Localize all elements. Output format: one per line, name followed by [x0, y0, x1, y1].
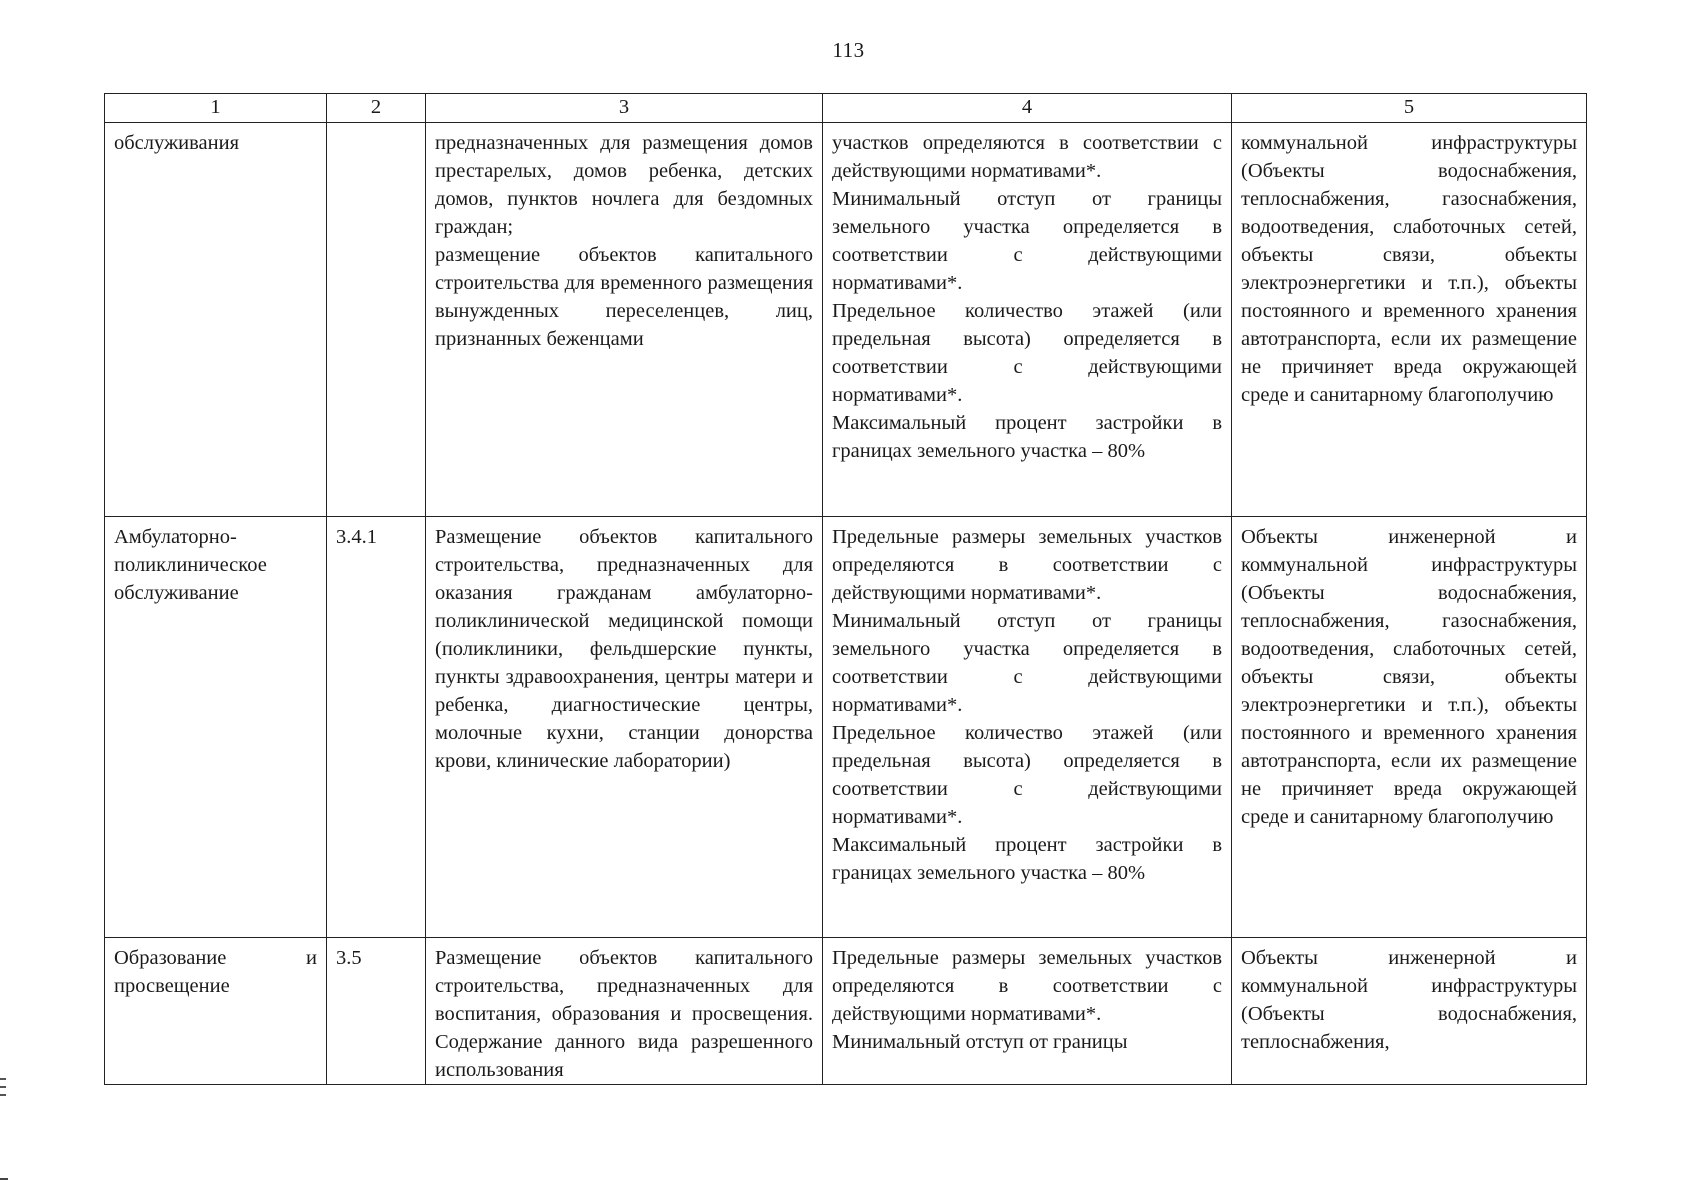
- auxiliary-uses: Объекты инженерной и коммунальной инфраструктуры (Объекты водоснабжения, теплоснабжения, газоснабжения, водоотведения, слаботочных сетей, объекты связи, объекты электроэнергетики и т.п.), объекты постоянного и временного хранения автотранспорта, если их размещение не причиняет вреда окружающей среде и санитарному благополучию: [1232, 517, 1587, 938]
- table-row: [105, 938, 1587, 1085]
- header-col-5: 5: [1232, 94, 1587, 123]
- use-type-description: Размещение объектов капитального строительства, предназначенных для оказания гражданам амбулаторно-поликлинической медицинской помощи (поликлиники, фельдшерские пункты, пункты здравоохранения, центры матери и ребенка, диагностические центры, молочные кухни, станции донорства крови, клинические лаборатории): [426, 517, 823, 938]
- header-col-4: 4: [823, 94, 1232, 123]
- use-type-code: 3.4.1: [327, 517, 426, 938]
- header-col-2: 2: [327, 94, 426, 123]
- header-col-3: 3: [426, 94, 823, 123]
- table-row: [105, 123, 1587, 517]
- use-type-name: обслуживания: [105, 123, 327, 517]
- header-col-1: 1: [105, 94, 327, 123]
- margin-tick: [0, 1178, 8, 1180]
- table-header-row: [105, 94, 1587, 123]
- margin-mark: [0, 1094, 6, 1096]
- use-type-name: Образование и просвещение: [105, 938, 327, 1085]
- use-type-code: [327, 123, 426, 517]
- page-number: 113: [832, 38, 865, 62]
- use-type-parameters: участков определяются в соответствии с действующими нормативами*. Минимальный отступ от границы земельного участка определяется в соответствии с действующими нормативами*. Предельное количество этажей (или предельная высота) определяется в соответствии с действующими нормативами*. Максимальный процент застройки в границах земельного участка – 80%: [823, 123, 1232, 517]
- table-row: [105, 517, 1587, 938]
- use-type-code: 3.5: [327, 938, 426, 1085]
- land-use-table: [104, 93, 1587, 1085]
- auxiliary-uses: Объекты инженерной и коммунальной инфраструктуры (Объекты водоснабжения, теплоснабжения,: [1232, 938, 1587, 1085]
- use-type-parameters: Предельные размеры земельных участков определяются в соответствии с действующими нормативами*. Минимальный отступ от границы: [823, 938, 1232, 1085]
- use-type-description: Размещение объектов капитального строительства, предназначенных для воспитания, образования и просвещения. Содержание данного вида разрешенного использования: [426, 938, 823, 1085]
- use-type-name: Амбулаторно-поликлиническое обслуживание: [105, 517, 327, 938]
- margin-mark: [0, 1086, 6, 1088]
- use-type-parameters: Предельные размеры земельных участков определяются в соответствии с действующими нормативами*. Минимальный отступ от границы земельного участка определяется в соответствии с действующими нормативами*. Предельное количество этажей (или предельная высота) определяется в соответствии с действующими нормативами*. Максимальный процент застройки в границах земельного участка – 80%: [823, 517, 1232, 938]
- auxiliary-uses: коммунальной инфраструктуры (Объекты водоснабжения, теплоснабжения, газоснабжения, водоотведения, слаботочных сетей, объекты связи, объекты электроэнергетики и т.п.), объекты постоянного и временного хранения автотранспорта, если их размещение не причиняет вреда окружающей среде и санитарному благополучию: [1232, 123, 1587, 517]
- use-type-description: предназначенных для размещения домов престарелых, домов ребенка, детских домов, пунктов ночлега для бездомных граждан; размещение объектов капитального строительства для временного размещения вынужденных переселенцев, лиц, признанных беженцами: [426, 123, 823, 517]
- margin-mark: [0, 1078, 6, 1080]
